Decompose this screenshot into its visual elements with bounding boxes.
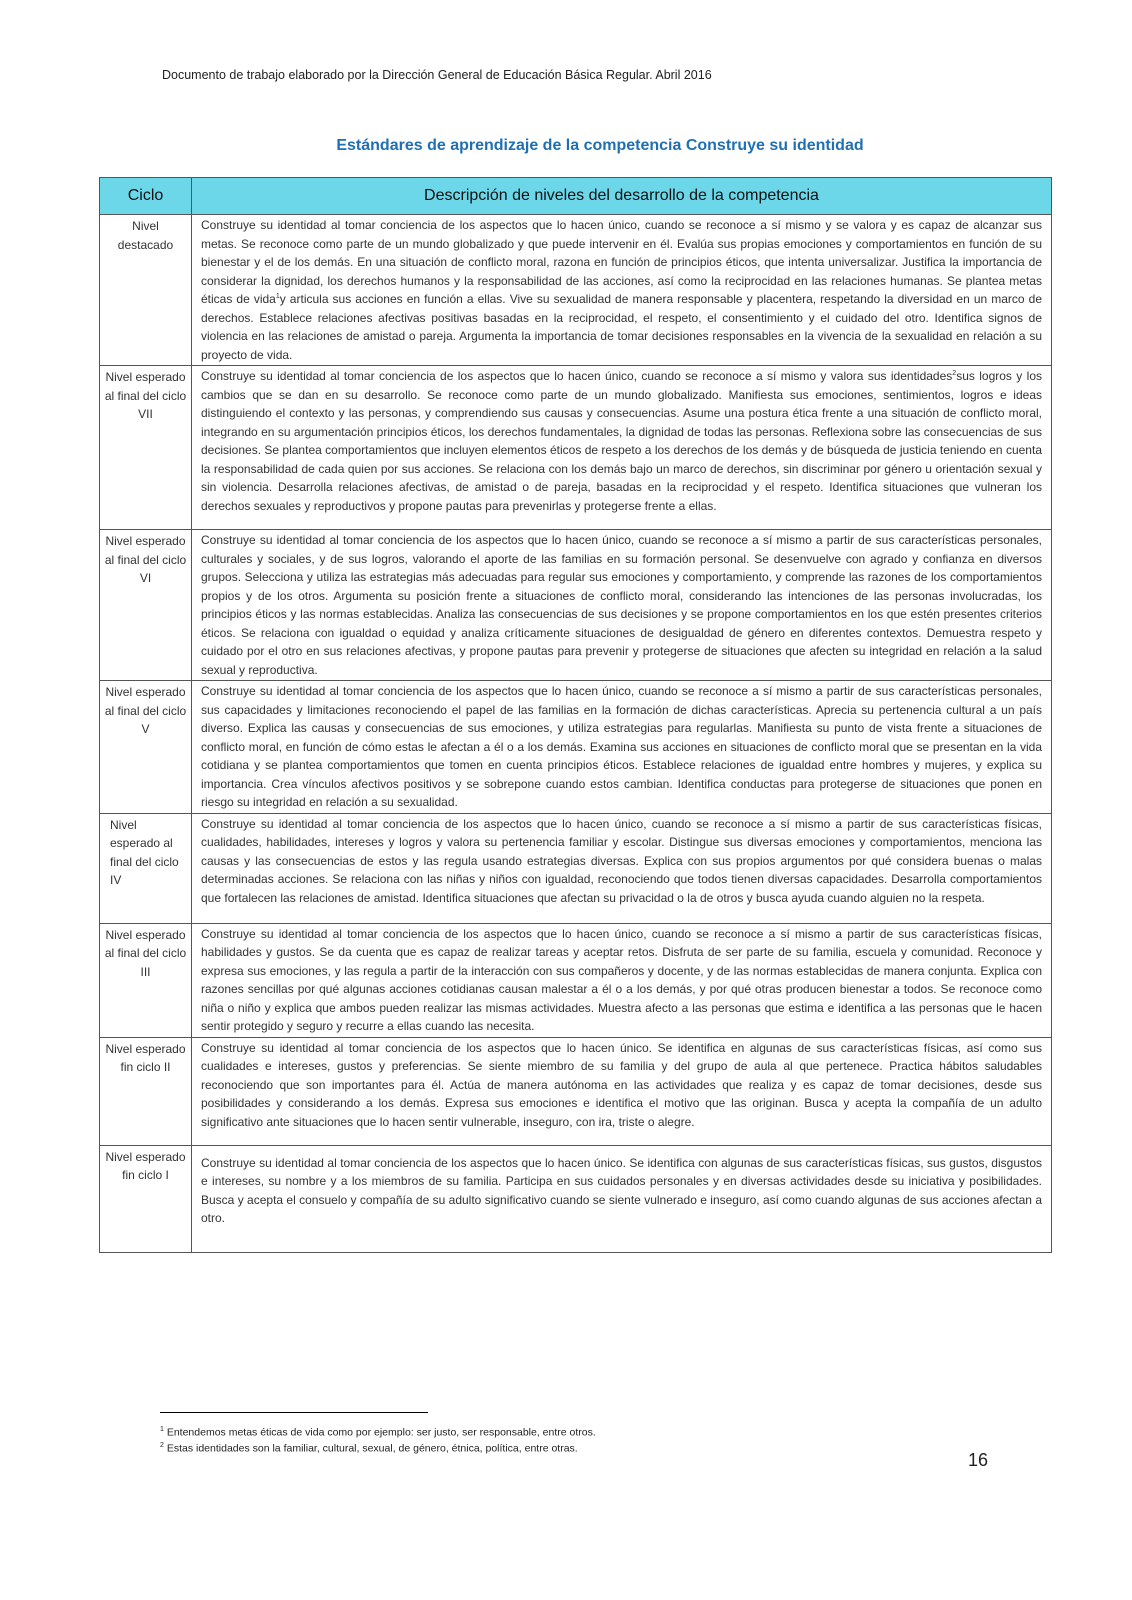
header-descripcion: Descripción de niveles del desarrollo de la competencia — [192, 178, 1052, 215]
footnote-separator — [160, 1412, 428, 1413]
ciclo-cell: Nivel esperado al final del ciclo VI — [100, 530, 192, 681]
description-cell — [192, 366, 1052, 530]
table-row — [100, 530, 1052, 681]
footnote-text: Estas identidades son la familiar, cultural, sexual, de género, étnica, política, entre otras. — [163, 1442, 578, 1455]
footnote-ref: 1 — [275, 293, 280, 300]
description-cell — [192, 530, 1052, 681]
document-title: Estándares de aprendizaje de la competencia Construye su identidad — [336, 137, 864, 154]
description-text: Construye su identidad al tomar conciencia de los aspectos que lo hacen único, cuando se reconoce a sí mismo a partir de sus características personales, culturales y sociales, y de sus logros, valorando el aporte de las familias en su formación personal. Se desenvuelve con agrado y confianza en diversos grupos. Selecciona y utiliza las estrategias más adecuadas para regular sus emociones y comportamiento, y comprende las razones de los comportamientos propios y de los otros. Argumenta su posición frente a situaciones de conflicto moral, considerando las intenciones de las personas involucradas, los principios éticos y las normas establecidas. Analiza las consecuencias de sus decisiones y se propone comportamientos en los que estén presentes criterios éticos. Se relaciona con igualdad o equidad y analiza críticamente situaciones de desigualdad de género en diferentes contextos. Demuestra respeto y cuidado por el otro en sus relaciones afectivas, y propone pautas para prevenir y protegerse de situaciones que afecten su integridad en relación a la salud sexual y reproductiva. — [201, 533, 1042, 677]
ciclo-cell: Nivel esperado al final del ciclo IV — [100, 813, 192, 923]
table-row — [100, 1145, 1052, 1252]
table-row — [100, 923, 1052, 1037]
description-text-cont: y articula sus acciones en función a ellas. Vive su sexualidad de manera responsable y placentera, respetando la diversidad en un marco de derechos. Establece relaciones afectivas positivas basadas en la reciprocidad, el respeto, el consentimiento y el cuidado del otro. Identifica signos de violencia en las relaciones de amistad o pareja. Argumenta la importancia de tomar decisiones responsables en la vivencia de la sexualidad en relación a su proyecto de vida. — [201, 292, 1042, 362]
description-text: Construye su identidad al tomar conciencia de los aspectos que lo hacen único. Se identifica en algunas de sus características físicas, así como sus cualidades e intereses, gustos y preferencias. Se siente miembro de su familia y del grupo de aula al que pertenece. Practica hábitos saludables reconociendo que son importantes para él. Actúa de manera autónoma en las actividades que realiza y es capaz de tomar decisiones, desde sus posibilidades y considerando a los demás. Expresa sus emociones e identifica el motivo que las originan. Busca y acepta la compañía de un adulto significativo ante situaciones que lo hacen sentir vulnerable, inseguro, con ira, triste o alegre. — [201, 1040, 1042, 1129]
description-text: Construye su identidad al tomar conciencia de los aspectos que lo hacen único, cuando se reconoce a sí mismo a partir de sus características físicas, cualidades, habilidades, intereses y logros y valora su pertenencia familiar y escolar. Distingue sus diversas emociones y comportamientos, menciona las causas y las consecuencias de estos y las regula usando estrategias diversas. Explica con sus propios argumentos por qué considera buenas o malas determinadas acciones. Se relaciona con las niñas y niños con igualdad, reconociendo que todos tienen diversas capacidades. Desarrolla comportamientos que fortalecen las relaciones de amistad. Identifica situaciones que afectan su privacidad o la de otros y busca ayuda cuando alguien no la respeta. — [201, 816, 1042, 905]
ciclo-cell: Nivel esperado al final del ciclo V — [100, 681, 192, 814]
description-cell — [192, 923, 1052, 1037]
ciclo-cell: Nivel destacado — [100, 215, 192, 366]
description-text: Construye su identidad al tomar conciencia de los aspectos que lo hacen único, cuando se reconoce a sí mismo a partir de sus características físicas, habilidades y gustos. Se da cuenta que es capaz de realizar tareas y aceptar retos. Disfruta de ser parte de su familia, escuela y comunidad. Reconoce y expresa sus emociones, y las regula a partir de la interacción con sus compañeros y docente, y de las normas establecidas de manera conjunta. Explica con razones sencillas por qué algunas acciones cotidianas causan malestar a él o a los demás, y por qué otras producen bienestar a todos. Se reconoce como niña o niño y explica que ambos pueden realizar las mismas actividades. Muestra afecto a las personas que estima e identifica a las personas que le hacen sentir protegido y seguro y recurre a ellas cuando las necesita. — [201, 926, 1042, 1033]
ciclo-cell: Nivel esperado al final del ciclo VII — [100, 366, 192, 530]
table-header-row — [100, 178, 1052, 215]
footnote-1 — [160, 1426, 596, 1439]
description-text: Construye su identidad al tomar conciencia de los aspectos que lo hacen único, cuando se reconoce a sí mismo a partir de sus características personales, sus capacidades y limitaciones reconociendo el papel de las familias en la formación de dichas características. Aprecia su pertenencia cultural a un país diverso. Explica las causas y consecuencias de sus emociones, y utiliza estrategias para regularlas. Manifiesta su punto de vista frente a situaciones de conflicto moral, en función de cómo estas le afectan a él o a los demás. Examina sus acciones en situaciones de conflicto moral que se presentan en la vida cotidiana y se plantea comportamientos que tomen en cuenta principios éticos. Establece relaciones de igualdad entre hombres y mujeres, y explica su importancia. Crea vínculos afectivos positivos y se sobrepone cuando estos cambian. Identifica conductas para protegerse de situaciones que ponen en riesgo su integridad en relación a su sexualidad. — [201, 684, 1042, 809]
footnote-number: 2 — [160, 1442, 164, 1449]
table-row — [100, 1037, 1052, 1145]
table-row — [100, 813, 1052, 923]
description-text-cont: sus logros y los cambios que se dan en su desarrollo. Se reconoce como parte de un mundo globalizado. Manifiesta sus emociones, sentimientos, logros e ideas distinguiendo el contexto y las personas, y comprendiendo sus causas y consecuencias. Asume una postura ética frente a una situación de conflicto moral, integrando en su argumentación principios éticos, los derechos fundamentales, la dignidad de todas las personas. Reflexiona sobre las consecuencias de sus decisiones. Se plantea comportamientos que incluyen elementos éticos de respeto a los derechos de los demás y de búsqueda de justicia teniendo en cuenta la responsabilidad de cada quien por sus acciones. Se relaciona con los demás bajo un marco de derechos, sin discriminar por género u orientación sexual y sin violencia. Desarrolla relaciones afectivas, de amistad o de pareja, basadas en la reciprocidad y el respeto. Identifica situaciones que vulneran los derechos sexuales y reproductivos y propone pautas para prevenirlas y protegerse frente a ellas. — [201, 369, 1043, 513]
table-row — [100, 215, 1052, 366]
ciclo-cell: Nivel esperado al final del ciclo III — [100, 923, 192, 1037]
description-cell — [192, 1145, 1052, 1252]
page-number: 16 — [968, 1450, 989, 1470]
footnote-ref: 2 — [952, 370, 957, 377]
ciclo-cell: Nivel esperado fin ciclo II — [100, 1037, 192, 1145]
description-cell — [192, 813, 1052, 923]
description-cell — [192, 681, 1052, 814]
footnote-2 — [160, 1442, 578, 1455]
standards-table — [99, 177, 1052, 1253]
header-ciclo: Ciclo — [100, 178, 192, 215]
description-cell — [192, 215, 1052, 366]
ciclo-cell: Nivel esperado fin ciclo I — [100, 1145, 192, 1252]
table-row — [100, 681, 1052, 814]
description-text: Construye su identidad al tomar conciencia de los aspectos que lo hacen único, cuando se reconoce a sí mismo y valora sus identidades — [201, 369, 953, 383]
table-row — [100, 366, 1052, 530]
description-text: Construye su identidad al tomar conciencia de los aspectos que lo hacen único. Se identifica con algunas de sus características físicas, sus gustos, disgustos e intereses, su nombre y a los miembros de su familia. Participa en sus cuidados personales y en diversas actividades desde su iniciativa y posibilidades. Busca y acepta el consuelo y compañía de su adulto significativo cuando se siente vulnerado e inseguro, así como cuando algunas de sus acciones afectan a otro. — [201, 1155, 1042, 1225]
footnote-text: Entendemos metas éticas de vida como por ejemplo: ser justo, ser responsable, entre otros. — [163, 1426, 596, 1439]
description-text: Construye su identidad al tomar conciencia de los aspectos que lo hacen único, cuando se reconoce a sí mismo y se valora y es capaz de alcanzar sus metas. Se reconoce como parte de un mundo globalizado y que puede intervenir en él. Evalúa sus propias emociones y comportamientos en función de su bienestar y el de los demás. En una situación de conflicto moral, razona en función de principios éticos, que intenta universalizar. Justifica la importancia de considerar la dignidad, los derechos humanos y la responsabilidad de las acciones, así como la reciprocidad en las relaciones humanas. Se plantea metas éticas de vida — [201, 218, 1042, 306]
description-cell — [192, 1037, 1052, 1145]
running-header: Documento de trabajo elaborado por la Dirección General de Educación Básica Regular. Abril 2016 — [162, 68, 712, 82]
footnote-number: 1 — [160, 1426, 164, 1433]
